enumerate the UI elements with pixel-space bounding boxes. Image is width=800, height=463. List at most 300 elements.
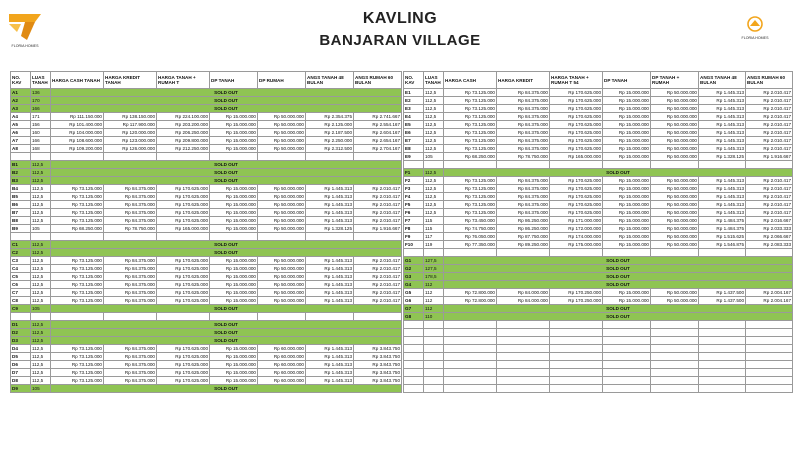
amount: 104.000.000: [76, 130, 102, 135]
currency-prefix: Rp: [464, 178, 471, 183]
price-table-left: [10, 71, 402, 393]
currency-prefix: Rp: [618, 290, 625, 295]
amount: 73.125.000: [472, 114, 495, 119]
dp-rumah-cell: [651, 209, 699, 217]
currency-prefix: Rp: [71, 290, 78, 295]
cash-cell: [444, 97, 497, 105]
dp-tanah-cell: [210, 217, 258, 225]
column-header: ANGS TANAH 48 BULAN: [699, 72, 746, 89]
total-cell: [550, 209, 603, 217]
cash-cell: [51, 145, 104, 153]
amount: 2.010.417: [770, 202, 791, 207]
currency-prefix: Rp: [568, 234, 575, 239]
kredit-cell: [497, 113, 550, 121]
amount: 170.625.000: [182, 290, 208, 295]
kav-cell: F3: [404, 185, 424, 193]
amount: 1.916.667: [770, 154, 791, 159]
amount: 84.375.000: [132, 378, 155, 383]
amount: 15.000.000: [626, 130, 649, 135]
currency-prefix: Rp: [666, 290, 673, 295]
amount: 170.625.000: [182, 354, 208, 359]
kav-cell: G6: [404, 297, 424, 305]
amount: 2.010.417: [770, 146, 791, 151]
table-header-row: [404, 72, 793, 89]
currency-prefix: Rp: [324, 218, 331, 223]
dp-tanah-cell: [603, 89, 651, 97]
amount: 2.125.000: [331, 122, 352, 127]
column-header: HARGA TANAH + RUMAH T: [157, 72, 210, 89]
amount: 2.654.167: [379, 138, 400, 143]
currency-prefix: Rp: [568, 122, 575, 127]
empty-cell: [444, 321, 497, 329]
spacer-row: [404, 329, 793, 337]
amount: 84.375.000: [525, 178, 548, 183]
dp-tanah-cell: [210, 361, 258, 369]
amount: 15.000.000: [626, 186, 649, 191]
angs-rumah-cell: [354, 273, 402, 281]
amount: 84.375.000: [132, 186, 155, 191]
luas-cell: 112: [424, 297, 444, 305]
currency-prefix: Rp: [324, 202, 331, 207]
cash-cell: [444, 225, 497, 233]
angs-tanah-cell: [699, 297, 746, 305]
amount: 50.000.000: [674, 122, 697, 127]
dp-rumah-cell: [258, 281, 306, 289]
empty-cell: [404, 377, 424, 385]
amount: 50.000.000: [674, 98, 697, 103]
amount: 2.554.167: [379, 122, 400, 127]
dp-tanah-cell: [210, 297, 258, 305]
amount: 73.125.000: [79, 202, 102, 207]
kredit-cell: [497, 97, 550, 105]
currency-prefix: Rp: [618, 178, 625, 183]
angs-rumah-cell: [354, 345, 402, 353]
currency-prefix: Rp: [763, 226, 770, 231]
angs-tanah-cell: [306, 121, 354, 129]
angs-tanah-cell: [699, 217, 746, 225]
currency-prefix: Rp: [618, 130, 625, 135]
empty-cell: [424, 321, 444, 329]
amount: 87.750.000: [525, 234, 548, 239]
currency-prefix: Rp: [666, 186, 673, 191]
currency-prefix: Rp: [71, 186, 78, 191]
angs-tanah-cell: [699, 113, 746, 121]
currency-prefix: Rp: [517, 154, 524, 159]
amount: 2.010.417: [379, 274, 400, 279]
dp-tanah-cell: [603, 201, 651, 209]
luas-cell: 166: [31, 105, 51, 113]
spacer-row: [404, 249, 793, 257]
kredit-cell: [104, 137, 157, 145]
total-cell: [157, 265, 210, 273]
currency-prefix: Rp: [464, 234, 471, 239]
currency-prefix: Rp: [568, 154, 575, 159]
currency-prefix: Rp: [124, 266, 131, 271]
empty-cell: [699, 361, 746, 369]
currency-prefix: Rp: [568, 202, 575, 207]
sold-out-badge: SOLD OUT: [51, 97, 402, 105]
angs-rumah-cell: [746, 217, 793, 225]
table-row: [404, 265, 793, 273]
angs-tanah-cell: [306, 193, 354, 201]
dp-rumah-cell: [258, 361, 306, 369]
amount: 170.625.000: [575, 130, 601, 135]
luas-cell: 112,5: [31, 281, 51, 289]
amount: 50.000.000: [674, 210, 697, 215]
amount: 60.000.000: [281, 378, 304, 383]
angs-rumah-cell: [746, 121, 793, 129]
empty-cell: [746, 329, 793, 337]
empty-cell: [404, 361, 424, 369]
amount: 15.000.000: [626, 154, 649, 159]
sold-out-badge: SOLD OUT: [51, 249, 402, 257]
currency-prefix: Rp: [124, 194, 131, 199]
amount: 170.625.000: [575, 194, 601, 199]
empty-cell: [51, 233, 104, 241]
angs-tanah-cell: [306, 369, 354, 377]
amount: 72.800.000: [472, 298, 495, 303]
table-row: [404, 313, 793, 321]
amount: 2.010.417: [379, 290, 400, 295]
dp-tanah-cell: [210, 129, 258, 137]
currency-prefix: Rp: [568, 114, 575, 119]
kredit-cell: [497, 185, 550, 193]
currency-prefix: Rp: [716, 106, 723, 111]
currency-prefix: Rp: [568, 290, 575, 295]
amount: 15.000.000: [626, 210, 649, 215]
currency-prefix: Rp: [273, 378, 280, 383]
currency-prefix: Rp: [324, 354, 331, 359]
dp-tanah-cell: [210, 281, 258, 289]
amount: 15.000.000: [233, 290, 256, 295]
empty-cell: [497, 369, 550, 377]
table-row: [11, 281, 402, 289]
amount: 15.000.000: [233, 122, 256, 127]
currency-prefix: Rp: [464, 106, 471, 111]
empty-cell: [550, 361, 603, 369]
angs-tanah-cell: [306, 113, 354, 121]
currency-prefix: Rp: [763, 210, 770, 215]
currency-prefix: Rp: [273, 290, 280, 295]
currency-prefix: Rp: [517, 146, 524, 151]
currency-prefix: Rp: [763, 186, 770, 191]
currency-prefix: Rp: [225, 258, 232, 263]
kav-cell: D6: [11, 361, 31, 369]
amount: 170.625.000: [575, 186, 601, 191]
currency-prefix: Rp: [175, 282, 182, 287]
amount: 2.010.417: [770, 122, 791, 127]
amount: 15.000.000: [626, 122, 649, 127]
dp-tanah-cell: [210, 145, 258, 153]
amount: 50.000.000: [674, 226, 697, 231]
table-row: [11, 193, 402, 201]
empty-cell: [651, 369, 699, 377]
currency-prefix: Rp: [464, 90, 471, 95]
angs-rumah-cell: [354, 113, 402, 121]
amount: 2.066.667: [770, 234, 791, 239]
luas-cell: 112,5: [424, 105, 444, 113]
sold-out-badge: SOLD OUT: [51, 321, 402, 329]
dp-rumah-cell: [651, 233, 699, 241]
angs-tanah-cell: [699, 177, 746, 185]
empty-cell: [651, 329, 699, 337]
currency-prefix: Rp: [372, 266, 379, 271]
dp-tanah-cell: [603, 289, 651, 297]
currency-prefix: Rp: [324, 282, 331, 287]
empty-cell: [746, 161, 793, 169]
currency-prefix: Rp: [175, 226, 182, 231]
kredit-cell: [497, 289, 550, 297]
kredit-cell: [104, 257, 157, 265]
currency-prefix: Rp: [71, 346, 78, 351]
angs-rumah-cell: [746, 225, 793, 233]
angs-rumah-cell: [354, 225, 402, 233]
amount: 73.125.000: [472, 138, 495, 143]
amount: 1.445.313: [331, 266, 352, 271]
dp-rumah-cell: [651, 113, 699, 121]
amount: 1.445.313: [331, 290, 352, 295]
currency-prefix: Rp: [372, 130, 379, 135]
kav-cell: G5: [404, 289, 424, 297]
amount: 78.750.000: [132, 226, 155, 231]
column-header: DP TANAH: [603, 72, 651, 89]
dp-tanah-cell: [210, 113, 258, 121]
empty-cell: [699, 345, 746, 353]
currency-prefix: Rp: [464, 242, 471, 247]
amount: 50.000.000: [674, 90, 697, 95]
currency-prefix: Rp: [324, 194, 331, 199]
table-row: [404, 201, 793, 209]
cash-cell: [444, 137, 497, 145]
column-header: LUAS TANAH: [31, 72, 51, 89]
currency-prefix: Rp: [716, 122, 723, 127]
amount: 60.000.000: [281, 346, 304, 351]
dp-tanah-cell: [603, 241, 651, 249]
currency-prefix: Rp: [618, 146, 625, 151]
currency-prefix: Rp: [124, 362, 131, 367]
amount: 73.125.000: [472, 122, 495, 127]
amount: 15.000.000: [233, 266, 256, 271]
luas-cell: 170: [31, 97, 51, 105]
kredit-cell: [104, 201, 157, 209]
dp-rumah-cell: [258, 345, 306, 353]
amount: 15.000.000: [233, 186, 256, 191]
amount: 60.000.000: [281, 354, 304, 359]
currency-prefix: Rp: [618, 114, 625, 119]
empty-cell: [444, 369, 497, 377]
dp-tanah-cell: [603, 209, 651, 217]
cash-cell: [51, 209, 104, 217]
amount: 50.000.000: [281, 282, 304, 287]
currency-prefix: Rp: [517, 106, 524, 111]
amount: 2.010.417: [379, 194, 400, 199]
currency-prefix: Rp: [225, 146, 232, 151]
amount: 2.312.500: [331, 146, 352, 151]
kav-cell: A2: [11, 97, 31, 105]
dp-rumah-cell: [258, 193, 306, 201]
kredit-cell: [497, 241, 550, 249]
sold-out-badge: SOLD OUT: [51, 329, 402, 337]
cash-cell: [51, 113, 104, 121]
amount: 50.000.000: [281, 138, 304, 143]
kav-cell: E3: [404, 105, 424, 113]
angs-rumah-cell: [746, 233, 793, 241]
table-row: [11, 377, 402, 385]
amount: 170.625.000: [575, 202, 601, 207]
amount: 2.010.417: [379, 258, 400, 263]
amount: 2.010.417: [770, 178, 791, 183]
empty-cell: [550, 377, 603, 385]
table-row: [11, 321, 402, 329]
luas-cell: 112,5: [31, 289, 51, 297]
empty-cell: [746, 361, 793, 369]
dp-rumah-cell: [651, 121, 699, 129]
luas-cell: 166: [31, 137, 51, 145]
angs-rumah-cell: [354, 353, 402, 361]
amount: 2.010.417: [379, 282, 400, 287]
amount: 1.445.313: [723, 130, 744, 135]
currency-prefix: Rp: [225, 354, 232, 359]
currency-prefix: Rp: [763, 90, 770, 95]
amount: 1.546.875: [723, 242, 744, 247]
currency-prefix: Rp: [372, 218, 379, 223]
empty-cell: [444, 377, 497, 385]
amount: 2.004.167: [770, 298, 791, 303]
amount: 73.125.000: [472, 90, 495, 95]
amount: 224.100.000: [182, 114, 208, 119]
empty-cell: [354, 153, 402, 161]
currency-prefix: Rp: [568, 242, 575, 247]
luas-cell: 112,5: [424, 169, 444, 177]
currency-prefix: Rp: [517, 186, 524, 191]
column-header: ANGS TANAH 48 BULAN: [306, 72, 354, 89]
empty-cell: [651, 345, 699, 353]
empty-cell: [497, 361, 550, 369]
amount: 2.010.417: [770, 130, 791, 135]
column-header: HARGA KREDIT: [497, 72, 550, 89]
amount: 3.843.750: [379, 370, 400, 375]
angs-tanah-cell: [699, 97, 746, 105]
currency-prefix: Rp: [716, 114, 723, 119]
currency-prefix: Rp: [124, 282, 131, 287]
amount: 1.445.313: [331, 298, 352, 303]
currency-prefix: Rp: [124, 298, 131, 303]
amount: 50.000.000: [674, 114, 697, 119]
kredit-cell: [497, 201, 550, 209]
empty-cell: [31, 153, 51, 161]
empty-cell: [497, 337, 550, 345]
currency-prefix: Rp: [273, 194, 280, 199]
amount: 60.000.000: [281, 362, 304, 367]
total-cell: [550, 289, 603, 297]
currency-prefix: Rp: [666, 178, 673, 183]
empty-cell: [746, 369, 793, 377]
cash-cell: [444, 105, 497, 113]
cash-cell: [444, 217, 497, 225]
empty-cell: [404, 321, 424, 329]
amount: 15.000.000: [233, 346, 256, 351]
spacer-row: [404, 377, 793, 385]
currency-prefix: Rp: [324, 362, 331, 367]
amount: 73.125.000: [79, 290, 102, 295]
sold-out-badge: SOLD OUT: [51, 241, 402, 249]
currency-prefix: Rp: [273, 130, 280, 135]
cash-cell: [51, 265, 104, 273]
total-cell: [157, 281, 210, 289]
currency-prefix: Rp: [372, 194, 379, 199]
amount: 50.000.000: [674, 218, 697, 223]
cash-cell: [444, 177, 497, 185]
luas-cell: 112,5: [31, 377, 51, 385]
empty-cell: [603, 345, 651, 353]
kredit-cell: [497, 153, 550, 161]
currency-prefix: Rp: [324, 226, 331, 231]
amount: 165.000.000: [575, 154, 601, 159]
angs-tanah-cell: [306, 145, 354, 153]
amount: 84.000.000: [525, 290, 548, 295]
amount: 1.445.313: [331, 378, 352, 383]
currency-prefix: Rp: [273, 210, 280, 215]
currency-prefix: Rp: [517, 90, 524, 95]
empty-cell: [424, 377, 444, 385]
total-cell: [157, 121, 210, 129]
empty-cell: [603, 161, 651, 169]
angs-tanah-cell: [306, 265, 354, 273]
angs-tanah-cell: [306, 297, 354, 305]
currency-prefix: Rp: [568, 130, 575, 135]
table-row: [11, 217, 402, 225]
angs-rumah-cell: [746, 89, 793, 97]
kav-cell: F2: [404, 177, 424, 185]
angs-tanah-cell: [699, 121, 746, 129]
total-cell: [157, 185, 210, 193]
amount: 3.843.750: [379, 346, 400, 351]
amount: 175.000.000: [575, 242, 601, 247]
angs-rumah-cell: [354, 369, 402, 377]
amount: 203.200.000: [182, 122, 208, 127]
dp-tanah-cell: [210, 265, 258, 273]
cash-cell: [444, 113, 497, 121]
empty-cell: [424, 353, 444, 361]
currency-prefix: Rp: [324, 370, 331, 375]
kredit-cell: [104, 297, 157, 305]
luas-cell: 112,5: [424, 145, 444, 153]
amount: 15.000.000: [626, 218, 649, 223]
currency-prefix: Rp: [464, 130, 471, 135]
amount: 73.125.000: [79, 370, 102, 375]
kav-cell: F7: [404, 217, 424, 225]
dp-tanah-cell: [210, 353, 258, 361]
currency-prefix: Rp: [225, 362, 232, 367]
amount: 73.125.000: [472, 98, 495, 103]
amount: 209.800.000: [182, 138, 208, 143]
luas-cell: 112,5: [31, 321, 51, 329]
currency-prefix: Rp: [225, 122, 232, 127]
currency-prefix: Rp: [273, 114, 280, 119]
angs-tanah-cell: [306, 281, 354, 289]
cash-cell: [51, 289, 104, 297]
currency-prefix: Rp: [124, 202, 131, 207]
currency-prefix: Rp: [763, 194, 770, 199]
amount: 15.000.000: [626, 234, 649, 239]
amount: 50.000.000: [674, 194, 697, 199]
empty-cell: [404, 329, 424, 337]
total-cell: [157, 289, 210, 297]
amount: 84.375.000: [525, 186, 548, 191]
amount: 170.625.000: [575, 138, 601, 143]
amount: 2.741.667: [379, 114, 400, 119]
column-header: LUAS TANAH: [424, 72, 444, 89]
